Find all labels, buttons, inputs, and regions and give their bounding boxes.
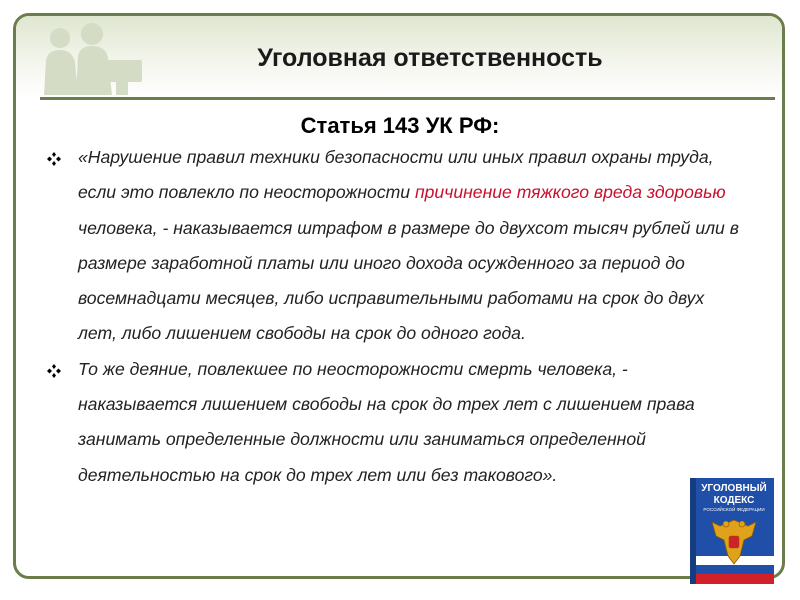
- diamond-bullet-icon: [45, 140, 63, 175]
- header-divider: [40, 97, 775, 100]
- item-text-before: «Нарушение правил техники безопасности или иных правил охраны труда, если это повлекло по неосторожности: [78, 147, 714, 203]
- diamond-bullet-icon: [45, 352, 63, 387]
- book-title-line2: КОДЕКС: [713, 495, 755, 506]
- article-body: [45, 140, 745, 493]
- book-title-line3: РОССИЙСКОЙ ФЕДЕРАЦИИ: [703, 507, 765, 512]
- article-heading: Статья 143 УК РФ:: [300, 113, 500, 138]
- book-title-line1: УГОЛОВНЫЙ: [701, 483, 767, 494]
- item-text-highlight: причинение тяжкого вреда здоровью: [414, 182, 726, 203]
- list-item: [45, 140, 745, 352]
- list-item: [45, 352, 745, 493]
- item-text-after: человека, - наказывается штрафом в размере до двухсот тысяч рублей или в размере заработной платы или иного дохода осужденного за период до восемнадцати месяцев, либо исправительными работами на срок до двух лет, либо лишением свободы на срок до одного года.: [78, 217, 739, 344]
- criminal-code-book-icon: [690, 478, 774, 584]
- item-text: То же деяние, повлекшее по неосторожности смерть человека, - наказывается лишением свободы на срок до трех лет с лишением права занимать определенные должности или заниматься определенной деятельностью на срок до трех лет или без такового».: [78, 358, 695, 485]
- people-silhouette-icon: [30, 20, 150, 95]
- page-title: Уголовная ответственность: [257, 44, 603, 72]
